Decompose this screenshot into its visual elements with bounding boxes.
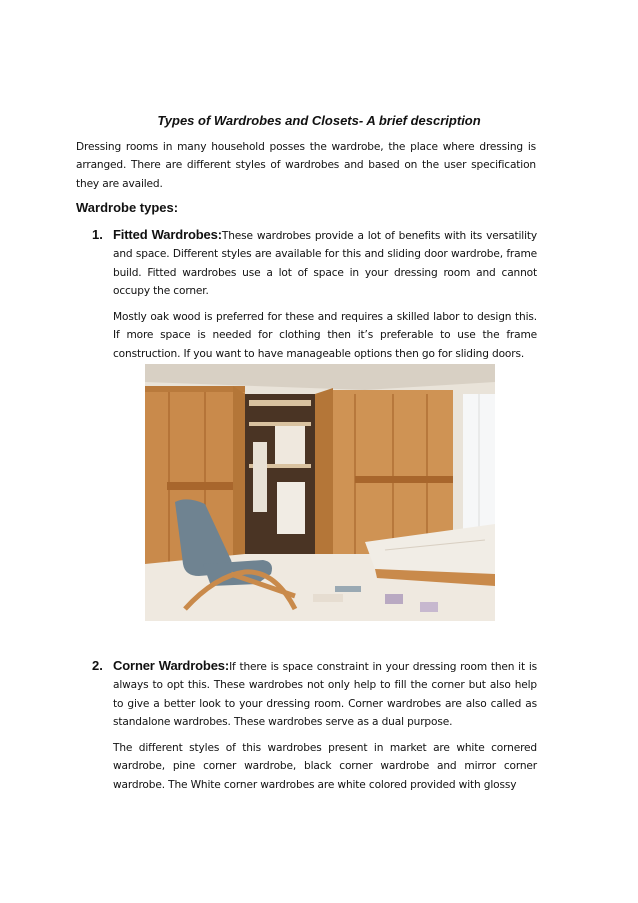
list-item-lead — [113, 657, 537, 731]
list-item-lead — [113, 226, 537, 300]
list-item-fitted-wardrobes — [92, 226, 537, 363]
list-item-title: Corner Wardrobes: — [113, 658, 230, 673]
fitted-wardrobe-photo — [145, 364, 495, 621]
list-item-title: Fitted Wardrobes: — [113, 227, 222, 242]
list-number: 2. — [92, 658, 103, 673]
list-item-paragraph: Mostly oak wood is preferred for these and requires a skilled labor to design this. If more space is needed for clothing then it’s preferable to use the frame construction. If you want to have manageable options then go for sliding doors. — [113, 311, 537, 360]
intro-paragraph: Dressing rooms in many household posses the wardrobe, the place where dressing is arranged. There are different styles of wardrobes and based on the user specification they are availed. — [76, 141, 536, 190]
section-heading: Wardrobe types: — [76, 200, 179, 215]
list-item-corner-wardrobes — [92, 657, 537, 794]
document-title: Types of Wardrobes and Closets- A brief description — [157, 113, 481, 128]
list-item-paragraph: The different styles of this wardrobes present in market are white cornered wardrobe, pine corner wardrobe, black corner wardrobe and mirror corner wardrobe. The White corner wardrobes are white colored provided with glossy — [113, 742, 537, 791]
list-number: 1. — [92, 227, 103, 242]
list-item-lead-text: If there is space constraint in your dressing room then it is always to opt this. These wardrobes not only help to fill the corner but also help to give a better look to your dressing room. Corner wardrobes are also called as standalone wardrobes. These wardrobes serve as a dual purpose. — [113, 661, 537, 728]
list-item-lead-text: These wardrobes provide a lot of benefits with its versatility and space. Different styles are available for this and sliding door wardrobe, frame build. Fitted wardrobes use a lot of space in your dressing room and cannot occupy the corner. — [113, 230, 537, 297]
